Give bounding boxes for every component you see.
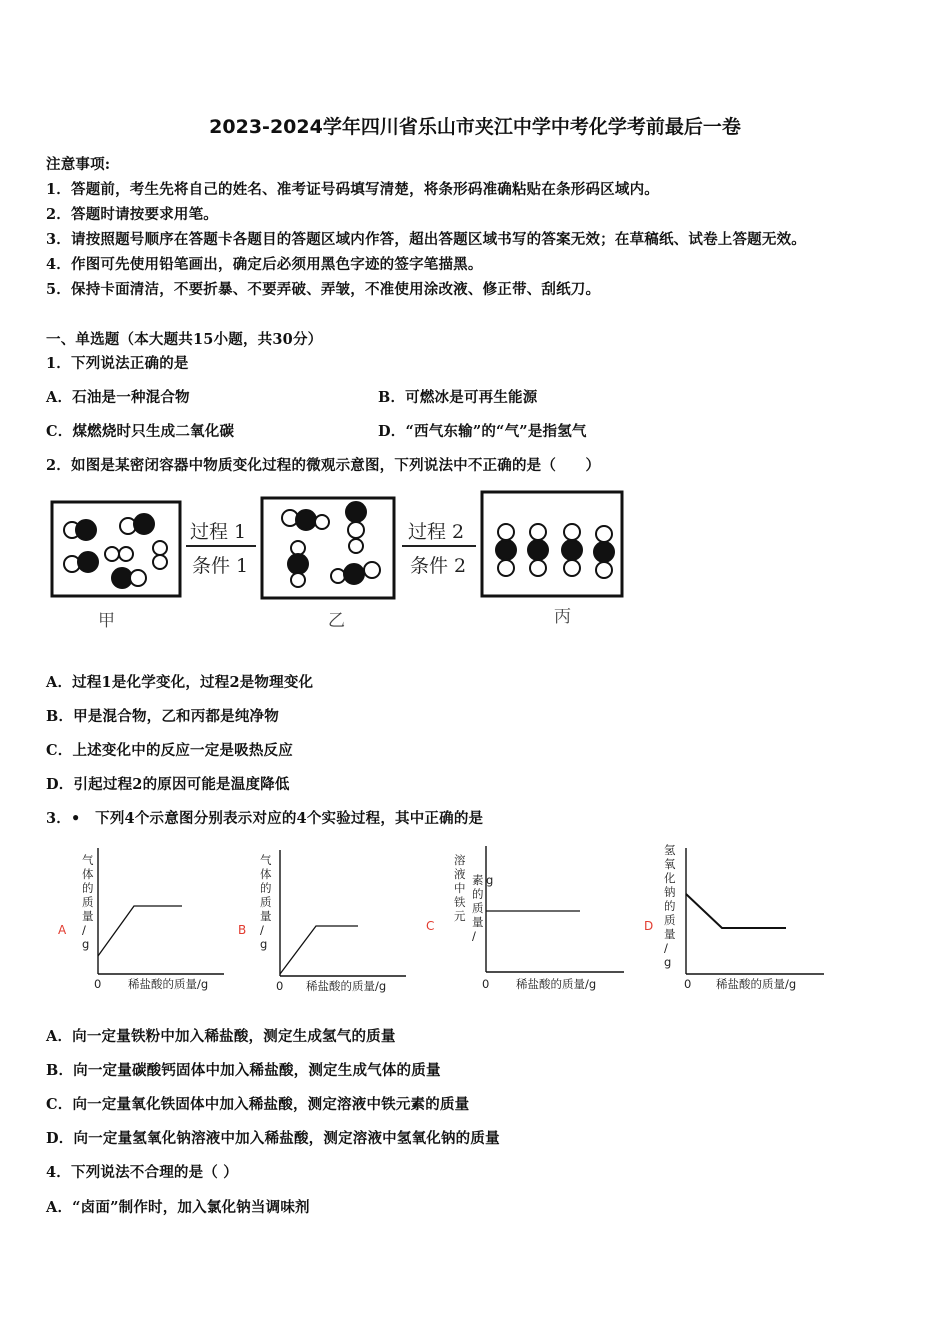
condition-2-label: 条件 2 [410, 555, 467, 577]
q3-graphs [46, 838, 836, 1000]
question-3-stem: 3．• 下列4个示意图分别表示对应的4个实验过程，其中正确的是 [46, 810, 484, 827]
process-1-label: 过程 1 [190, 521, 247, 543]
atom [134, 514, 154, 534]
q3-option-c: C．向一定量氧化铁固体中加入稀盐酸，测定溶液中铁元素的质量 [46, 1096, 470, 1113]
molecule-column [562, 524, 582, 576]
curve [280, 926, 358, 974]
origin: 0 [482, 977, 490, 991]
question-2-stem: 2．如图是某密闭容器中物质变化过程的微观示意图，下列说法中不正确的是（ ） [46, 457, 601, 474]
curve [98, 906, 182, 956]
atom [153, 541, 167, 555]
notice-item-2: 2．答题时请按要求用笔。 [46, 206, 218, 223]
atom [291, 541, 305, 555]
label-bing: 丙 [554, 607, 571, 627]
atom [153, 555, 167, 569]
molecule-diagram [46, 486, 636, 636]
box-yi [262, 498, 394, 598]
atom [296, 510, 316, 530]
atom [344, 564, 364, 584]
notice-heading: 注意事项: [46, 156, 111, 173]
section-heading: 一、单选题（本大题共15小题，共30分） [46, 331, 323, 348]
graph-b-xlabel: 稀盐酸的质量/g [306, 979, 387, 993]
atom [130, 570, 146, 586]
atom [288, 554, 308, 574]
atom [76, 520, 96, 540]
origin: 0 [684, 977, 692, 991]
notice-item-5: 5．保持卡面清洁，不要折暴、不要弄破、弄皱，不准使用涂改液、修正带、刮纸刀。 [46, 281, 601, 298]
molecule-column [594, 526, 614, 578]
q2-option-b: B．甲是混合物，乙和丙都是纯净物 [46, 708, 279, 725]
label-jia: 甲 [98, 611, 115, 631]
q1-option-c: C．煤燃烧时只生成二氧化碳 [46, 423, 235, 440]
origin: 0 [276, 979, 284, 993]
graph-a [58, 848, 224, 991]
q1-option-b: B．可燃冰是可再生能源 [378, 389, 538, 406]
graph-d-tag: D [644, 919, 654, 933]
process-2-label: 过程 2 [408, 521, 465, 543]
curve [686, 894, 786, 928]
molecule-column [496, 524, 516, 576]
graph-a-xlabel: 稀盐酸的质量/g [128, 977, 209, 991]
graph-c-xlabel: 稀盐酸的质量/g [516, 977, 597, 991]
question-4-stem: 4．下列说法不合理的是（ ） [46, 1164, 238, 1181]
q3-option-b: B．向一定量碳酸钙固体中加入稀盐酸，测定生成气体的质量 [46, 1062, 441, 1079]
graph-d-xlabel: 稀盐酸的质量/g [716, 977, 797, 991]
atom [105, 547, 119, 561]
atom [349, 539, 363, 553]
graph-c-tag: C [426, 919, 435, 933]
condition-1-label: 条件 1 [192, 555, 249, 577]
q1-option-a: A．石油是一种混合物 [46, 389, 190, 406]
graph-a-tag: A [58, 923, 67, 937]
q2-option-a: A．过程1是化学变化，过程2是物理变化 [46, 674, 314, 691]
atom [291, 573, 305, 587]
atom [78, 552, 98, 572]
graph-c-ylabel-2: 素的质量/g [472, 873, 494, 943]
graph-b-tag: B [238, 923, 247, 937]
atom [346, 502, 366, 522]
atom [364, 562, 380, 578]
q2-option-d: D．引起过程2的原因可能是温度降低 [46, 776, 290, 793]
origin: 0 [94, 977, 102, 991]
graph-b [238, 850, 406, 993]
graph-c [426, 846, 624, 991]
graph-c-ylabel-1: 溶液中铁元 [454, 853, 466, 923]
atom [315, 515, 329, 529]
q3-option-a: A．向一定量铁粉中加入稀盐酸，测定生成氢气的质量 [46, 1028, 396, 1045]
label-yi: 乙 [328, 611, 345, 631]
q4-option-a: A．“卤面”制作时，加入氯化钠当调味剂 [46, 1199, 310, 1216]
graph-b-ylabel: 气体的质量/ g [260, 853, 272, 951]
atom [331, 569, 345, 583]
notice-item-1: 1．答题前，考生先将自己的姓名、准考证号码填写清楚，将条形码准确粘贴在条形码区域内。 [46, 181, 659, 198]
q1-option-d: D．“西气东输”的“气”是指氢气 [378, 423, 587, 440]
atom [348, 522, 364, 538]
molecule-column [528, 524, 548, 576]
q2-option-c: C．上述变化中的反应一定是吸热反应 [46, 742, 293, 759]
page-title: 2023-2024学年四川省乐山市夹江中学中考化学考前最后一卷 [209, 116, 741, 138]
question-1-stem: 1．下列说法正确的是 [46, 355, 189, 372]
graph-d-ylabel: 氢氧化钠的质量/ g [664, 843, 676, 969]
atom [119, 547, 133, 561]
notice-item-3: 3．请按照题号顺序在答题卡各题目的答题区域内作答，超出答题区域书写的答案无效；在草稿纸、试卷上答题无效。 [46, 231, 806, 248]
graph-a-ylabel: 气体的质量/ g [82, 853, 94, 951]
q3-option-d: D．向一定量氢氧化钠溶液中加入稀盐酸，测定溶液中氢氧化钠的质量 [46, 1130, 500, 1147]
notice-item-4: 4．作图可先使用铅笔画出，确定后必须用黑色字迹的签字笔描黑。 [46, 256, 483, 273]
graph-d [644, 843, 824, 991]
